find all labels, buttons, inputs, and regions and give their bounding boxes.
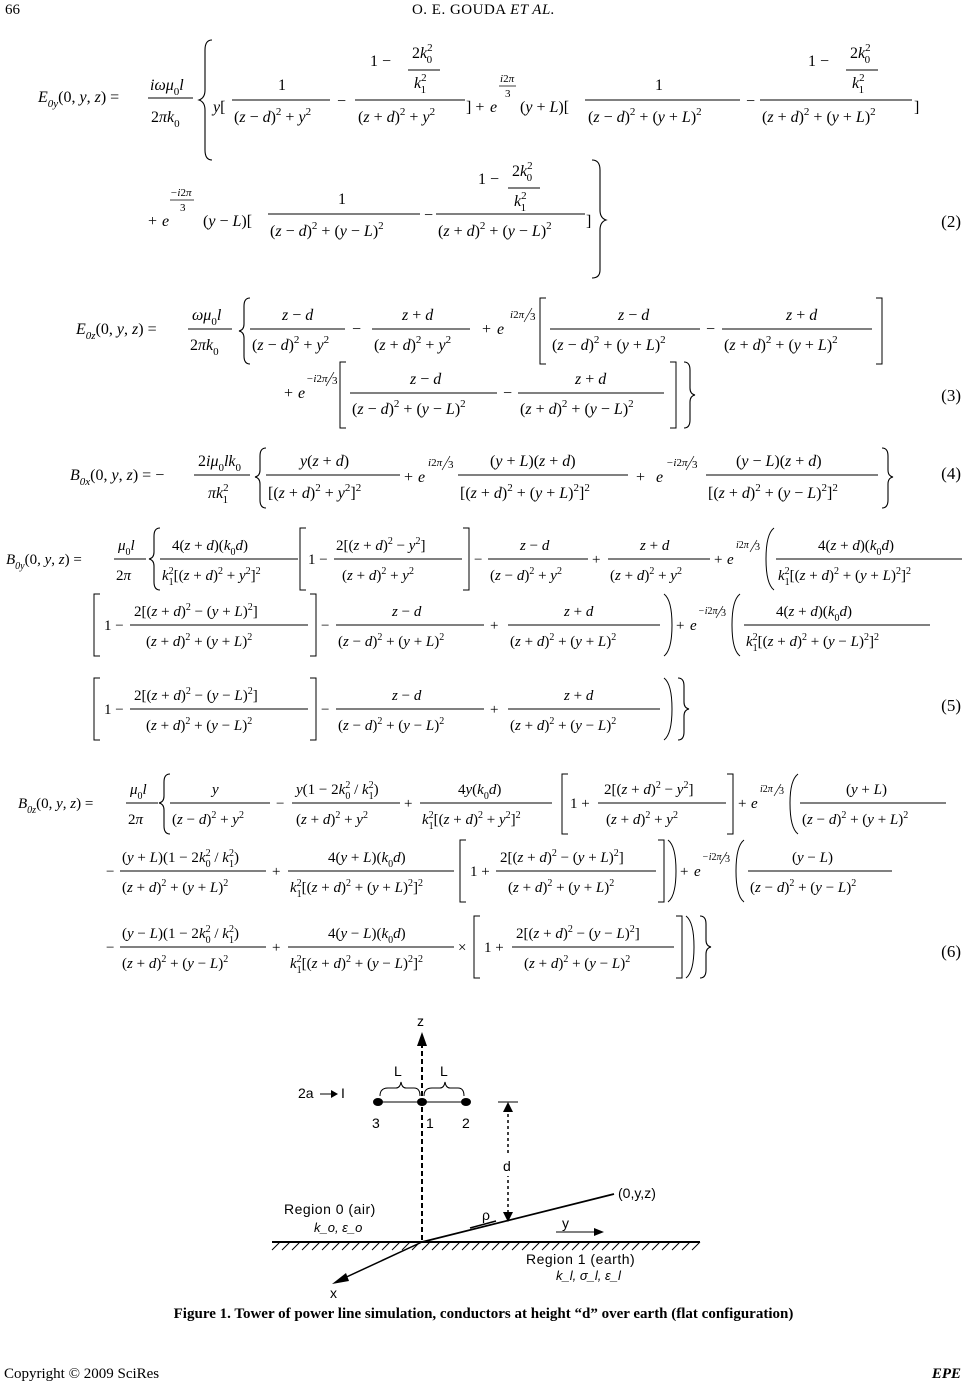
svg-text:1 −: 1 − [104,618,124,634]
svg-text:(z + d)2 + y2: $(z + d)^2 + y^2$ [296,810,368,828]
svg-text:z + d: z + d [786,307,818,324]
svg-text:1 −: 1 − [370,53,392,70]
svg-text:e: e [490,99,498,116]
svg-text:(z + d)2 + (y − L)2: $(z + d)^2 + (y - L)^2$ [524,954,631,972]
svg-text:1 −: 1 − [808,53,830,70]
svg-text:+: + [490,702,499,718]
svg-text:(z − d)2 + (y − L)2: $(z - d)^2 + (y - L)^2$ [338,716,445,734]
height-arrow-up [503,1102,513,1112]
svg-text:4(y − L)(k0d): $4(y - L)(k_0d)$ [328,926,406,946]
svg-text:z − d: z − d [618,307,650,324]
svg-text:(z − d)2 + (y + L)2: $(z - d)^2 + (y + L)^2$ [802,810,909,828]
svg-text:3: 3 [505,88,511,100]
point-label: (0,y,z) [618,1185,656,1201]
svg-text:+: + [148,213,158,230]
svg-text:e: e [656,469,664,486]
svg-text:+: + [404,469,414,486]
svg-text:2k20: $2k^2$ 0 [512,160,533,184]
svg-text:2[(z + d)2 − y2]: $2[(z + d)^2 - y^2]$ [336,536,426,554]
svg-text:−: − [424,207,434,224]
svg-text:]: ] [586,213,592,230]
equation-4 [0,444,967,512]
region1-params: k_l, σ_l, ε_l [556,1268,621,1283]
svg-text:+: + [272,864,281,880]
svg-text:(z − d)2 + (y − L)2: $(z - d)^2 + (y - L)^2$ [750,878,857,896]
svg-text:+: + [284,385,294,402]
svg-text:2πk0: $2\pi k_0$ [151,109,180,130]
svg-text:y: y [212,782,219,798]
svg-text:+: + [272,940,281,956]
svg-text:−: − [276,796,285,812]
svg-text:e: e [418,469,426,486]
svg-text:(z + d)2 + y2: $(z + d)^2 + y^2$ [606,810,678,828]
svg-text:3: 3 [530,311,536,323]
svg-text:E0z(0, y, z) =: $E_{0z}(0$, y, z) = [76,321,157,342]
equation-4-math [0,444,967,512]
svg-text:z − d: z − d [392,604,422,620]
equation-number: (5) [941,696,961,715]
svg-text:(z − d)2 + (y + L)2: $(z - d)^2 + (y + L)^2$ [588,106,702,126]
svg-text:1 −: 1 − [478,171,500,188]
svg-text:3: 3 [721,608,726,619]
conductor-1 [417,1098,427,1106]
equation-3 [0,290,967,430]
svg-text:y(z + d): y(z + d) [300,453,350,470]
svg-text:−i2π: −i2π [698,606,718,617]
svg-text:e: e [694,864,701,880]
z-axis-label: z [417,1013,424,1029]
svg-text:−: − [321,702,330,718]
svg-text:k21: $k^2$ 1 [414,72,427,96]
svg-text:(z + d)2 + (y − L)2: $(z + d)^2 + (y - L)^2$ [122,954,229,972]
svg-text:4y(k0d): $4y(k_0d)$ [458,782,502,802]
current-label: I [341,1085,345,1101]
spacing-left-label: L [394,1063,402,1079]
svg-text:(z + d)2 + y2: $(z + d)^2 + y^2$ [610,566,682,584]
svg-text:μ0l: $\mu_0l$ [130,782,147,802]
running-title-etal: ET AL. [510,2,556,18]
tower-diagram [0,1010,967,1300]
svg-text:2πk0: $2\pi k_0$ [190,337,219,358]
svg-text:(z + d)2 + y2: $(z + d)^2 + y^2$ [358,106,436,126]
copyright-notice: Copyright © 2009 SciRes [4,1366,160,1382]
rho-line [422,1194,614,1242]
svg-text:(z − d)2 + y2: $(z - d)^2 + y^2$ [234,106,312,126]
svg-text:i2π: i2π [428,457,443,469]
svg-text:(z + d)2 + y2: $(z + d)^2 + y^2$ [374,334,452,354]
rho-label: ρ [482,1207,490,1223]
svg-text:] +: ] + [466,99,485,116]
svg-text:+: + [738,796,747,812]
svg-text:B0x(0, y, z) = −: $B_{0x}(0$, y, z) = − [70,467,165,488]
svg-text:3: 3 [692,459,698,471]
svg-text:(z + d)2 + (y + L)2: $(z + d)^2 + (y + L)^2$ [510,632,617,650]
svg-text:πk21: $\pi k^2$ 1 [208,482,229,506]
svg-text:(z + d)2 + (y + L)2: $(z + d)^2 + (y + L)^2$ [762,106,876,126]
svg-text:i2π: i2π [510,309,525,321]
svg-text:e: e [162,213,170,230]
equation-5 [0,524,967,748]
svg-text:(z − d)2 + (y − L)2: $(z - d)^2 + (y - L)^2$ [270,220,384,240]
svg-text:−: − [706,321,716,338]
svg-text:+: + [714,552,723,568]
svg-text:3: 3 [779,786,784,797]
equation-number: (4) [941,464,961,483]
svg-text:(y + L)[: (y + L)[ [520,99,570,116]
height-label: d [503,1158,511,1174]
svg-text:2[(z + d)2 − y2]: $2[(z + d)^2 - y^2]$ [604,780,694,798]
svg-text:B0y(0, y, z) =: $B_{0y}(0$, y, z) = [6,552,82,572]
svg-text:2k20: $2k^2$ 0 [412,42,433,66]
svg-text:z + d: z + d [575,371,607,388]
svg-text:−: − [321,618,330,634]
spacing-brace-right [424,1082,464,1096]
svg-text:e: e [727,552,734,568]
svg-text:e: e [690,618,697,634]
svg-text:iωμ0l: iωμ$_0$l [150,77,184,98]
equation-2-math [0,28,967,283]
svg-text:(y − L)[: (y − L)[ [203,213,253,230]
svg-text:1 +: 1 + [570,796,590,812]
y-axis-label: y [562,1215,569,1231]
svg-text:−: − [474,552,483,568]
svg-text:4(z + d)(k0d): $4(z + d)(k_0d)$ [776,604,852,624]
svg-text:(y − L)(z + d): (y − L)(z + d) [736,453,822,470]
conductor-3 [373,1098,383,1106]
svg-text:2π: 2π [128,812,144,828]
svg-text:4(z + d)(k0d): $4(z + d)(k_0d)$ [818,538,894,558]
svg-text:[(z + d)2 + (y + L)2]2: $[(z + d)^2 + (y + L)^2]^2$ [460,482,590,502]
svg-text:1: 1 [338,191,346,208]
svg-text:(z + d)2 + (y − L)2: $(z + d)^2 + (y - L)^2$ [438,220,552,240]
svg-text:−: − [352,321,362,338]
region0-title: Region 0 (air) [284,1201,376,1217]
svg-text:−: − [106,864,115,880]
svg-text:(z + d)2 + (y + L)2: $(z + d)^2 + (y + L)^2$ [508,878,615,896]
svg-text:4(z + d)(k0d): $4(z + d)(k_0d)$ [172,538,248,558]
svg-text:(y − L): (y − L) [792,850,833,866]
equation-6-math [0,770,967,984]
svg-text:2[(z + d)2 − (y − L)2]: $2[(z + d)^2 - (y - L)^2]$ [134,686,258,704]
svg-text:×: × [458,940,467,956]
svg-text:y[: y[ [213,99,226,116]
svg-text:3: 3 [755,542,760,553]
x-axis-arrow [332,1273,349,1284]
svg-text:(z + d)2 + (y − L)2: $(z + d)^2 + (y - L)^2$ [146,716,253,734]
svg-text:(z − d)2 + y2: $(z - d)^2 + y^2$ [252,334,330,354]
conductor-3-label: 3 [372,1115,380,1131]
running-title [0,2,967,19]
svg-text:k21[(z + d)2 + (y + L)2]2: $k^2$ $1[(z + d)^2 + (y + L)^2]^2$ [290,878,423,900]
x-axis [340,1242,422,1280]
svg-text:(z + d)2 + (y + L)2: $(z + d)^2 + (y + L)^2$ [724,334,838,354]
svg-text:z − d: z − d [282,307,314,324]
conductor-2 [461,1098,471,1106]
svg-text:+: + [404,796,413,812]
svg-text:E0y(0, y, z) =: $E_{0y}(0$, y, z) = [38,89,120,110]
svg-text:e: e [298,385,306,402]
svg-text:+: + [676,618,685,634]
svg-text:1: 1 [655,77,663,94]
spacing-right-label: L [440,1063,448,1079]
journal-abbreviation: EPE [931,1366,961,1382]
svg-text:i2π: i2π [736,540,749,551]
svg-text:i2π: i2π [500,73,515,85]
svg-text:−: − [106,940,115,956]
svg-text:+: + [680,864,689,880]
svg-text:+: + [482,321,492,338]
svg-text:2[(z + d)2 − (y + L)2]: $2[(z + d)^2 - (y + L)^2]$ [500,848,624,866]
svg-text:e: e [497,321,505,338]
svg-text:(z − d)2 + y2: $(z - d)^2 + y^2$ [172,810,244,828]
svg-text:(z + d)2 + y2: $(z + d)^2 + y^2$ [342,566,414,584]
figure-caption: Figure 1. Tower of power line simulation, conductors at height “d” over earth (flat configuration) [173,1306,794,1322]
svg-text:i2π: i2π [760,784,773,795]
svg-text:(z − d)2 + (y + L)2: $(z - d)^2 + (y + L)^2$ [552,334,666,354]
equation-number: (3) [941,386,961,405]
svg-text:2iμ0lk0: $2i\mu_0lk_0$ [198,453,242,474]
svg-text:−: − [746,93,756,110]
svg-text:]: ] [914,99,920,116]
svg-text:2π: 2π [116,568,132,584]
svg-text:1 −: 1 − [104,702,124,718]
svg-text:z + d: z + d [640,538,670,554]
svg-text:(z − d)2 + (y + L)2: $(z - d)^2 + (y + L)^2$ [338,632,445,650]
svg-text:1: 1 [278,77,286,94]
conductor-2-label: 2 [462,1115,470,1131]
svg-text:e: e [751,796,758,812]
running-title-authors: O. E. GOUDA [411,2,506,18]
svg-text:(z − d)2 + y2: $(z - d)^2 + y^2$ [490,566,562,584]
svg-text:3: 3 [725,854,730,865]
svg-text:z + d: z + d [564,688,594,704]
svg-text:(z + d)2 + (y + L)2: $(z + d)^2 + (y + L)^2$ [122,878,229,896]
svg-text:(z + d)2 + (y + L)2: $(z + d)^2 + (y + L)^2$ [146,632,253,650]
svg-text:[(z + d)2 + (y − L)2]2: $[(z + d)^2 + (y - L)^2]^2$ [708,482,838,502]
svg-text:+: + [592,552,601,568]
svg-text:+: + [490,618,499,634]
svg-text:3: 3 [448,459,454,471]
x-axis-label: x [330,1285,337,1300]
svg-text:(y + L)(1 − 2k20 / k21): $(y + L)(1 - 2k^2$ $0 / k^2$ 1) [122,848,239,870]
y-axis-arrow [594,1228,604,1236]
conductor-1-label: 1 [426,1115,434,1131]
page-number: 66 [5,2,20,18]
svg-text:k21: $k^2$ 1 [852,72,865,96]
svg-text:z − d: z − d [520,538,550,554]
equation-2 [0,28,967,283]
svg-text:μ0l: $\mu_0l$ [118,538,135,558]
svg-text:ωμ0l: $\omega\mu_0l$ [192,307,222,328]
svg-text:k21[(z + d)2 + (y − L)2]2: $k^2$ $1[(z + d)^2 + (y - L)^2]^2$ [746,632,879,654]
svg-text:−i2π: −i2π [306,373,328,385]
svg-text:k21[(z + d)2 + y2]2: $k^2$ $1[(z + d)^2 + y^2]^2$ [422,810,521,832]
svg-text:z + d: z + d [564,604,594,620]
equation-number: (2) [941,212,961,231]
svg-text:k21[(z + d)2 + y2]2: $k^2$ $1[(z + d)^2 + y^2]^2$ [162,566,261,588]
radius-arrow-head [331,1090,338,1098]
svg-text:(z − d)2 + (y − L)2: $(z - d)^2 + (y - L)^2$ [352,398,466,418]
svg-text:(y + L)(z + d): (y + L)(z + d) [490,453,576,470]
svg-text:−: − [503,385,513,402]
svg-text:k21: $k^2$ 1 [514,190,527,214]
svg-text:1 +: 1 + [484,940,504,956]
region0-params: k_o, ε_o [314,1220,363,1235]
svg-text:B0z(0, y, z) =: $B_{0z}(0$, y, z) = [18,796,94,816]
svg-text:−i2π: −i2π [170,187,192,199]
svg-text:z − d: z − d [410,371,442,388]
region1-title: Region 1 (earth) [526,1251,636,1267]
svg-text:2[(z + d)2 − (y + L)2]: $2[(z + d)^2 - (y + L)^2]$ [134,602,258,620]
z-axis-arrow [417,1032,427,1046]
svg-text:z + d: z + d [402,307,434,324]
svg-text:k21[(z + d)2 + (y + L)2]2: $k^2$ $1[(z + d)^2 + (y + L)^2]^2$ [778,566,911,588]
svg-text:3: 3 [332,375,338,387]
svg-text:(z + d)2 + (y − L)2: $(z + d)^2 + (y - L)^2$ [510,716,617,734]
svg-text:1 +: 1 + [470,864,490,880]
svg-text:(y − L)(1 − 2k20 / k21): $(y - L)(1 - 2k^2$ $0 / k^2$ 1) [122,924,239,946]
svg-text:[(z + d)2 + y2]2: $[(z + d)^2 + y^2]^2$ [268,482,362,502]
svg-text:4(y + L)(k0d): $4(y + L)(k_0d)$ [328,850,406,870]
svg-text:y(1 − 2k20 / k21): $y(1 - 2k^2$ $0 / k^2$ 1) [296,780,379,802]
svg-text:3: 3 [180,202,186,214]
radius-label: 2a [298,1085,314,1101]
figure-1 [0,1010,967,1300]
svg-text:+: + [636,469,646,486]
svg-text:k21[(z + d)2 + (y − L)2]2: $k^2$ $1[(z + d)^2 + (y - L)^2]^2$ [290,954,423,976]
svg-text:(y + L): (y + L) [846,782,887,798]
svg-text:2k20: $2k^2$ 0 [850,42,871,66]
svg-text:−i2π: −i2π [702,852,722,863]
svg-text:−i2π: −i2π [666,457,688,469]
equation-6 [0,770,967,984]
svg-text:−: − [337,93,347,110]
svg-text:z − d: z − d [392,688,422,704]
ground-hatch [272,1242,700,1250]
svg-text:2[(z + d)2 − (y − L)2]: $2[(z + d)^2 - (y - L)^2]$ [516,924,640,942]
svg-text:1 −: 1 − [308,552,328,568]
equation-5-math [0,524,967,748]
spacing-brace-left [380,1082,420,1096]
equation-3-math [0,290,967,430]
equation-number: (6) [941,942,961,961]
svg-text:(z + d)2 + (y − L)2: $(z + d)^2 + (y - L)^2$ [520,398,634,418]
